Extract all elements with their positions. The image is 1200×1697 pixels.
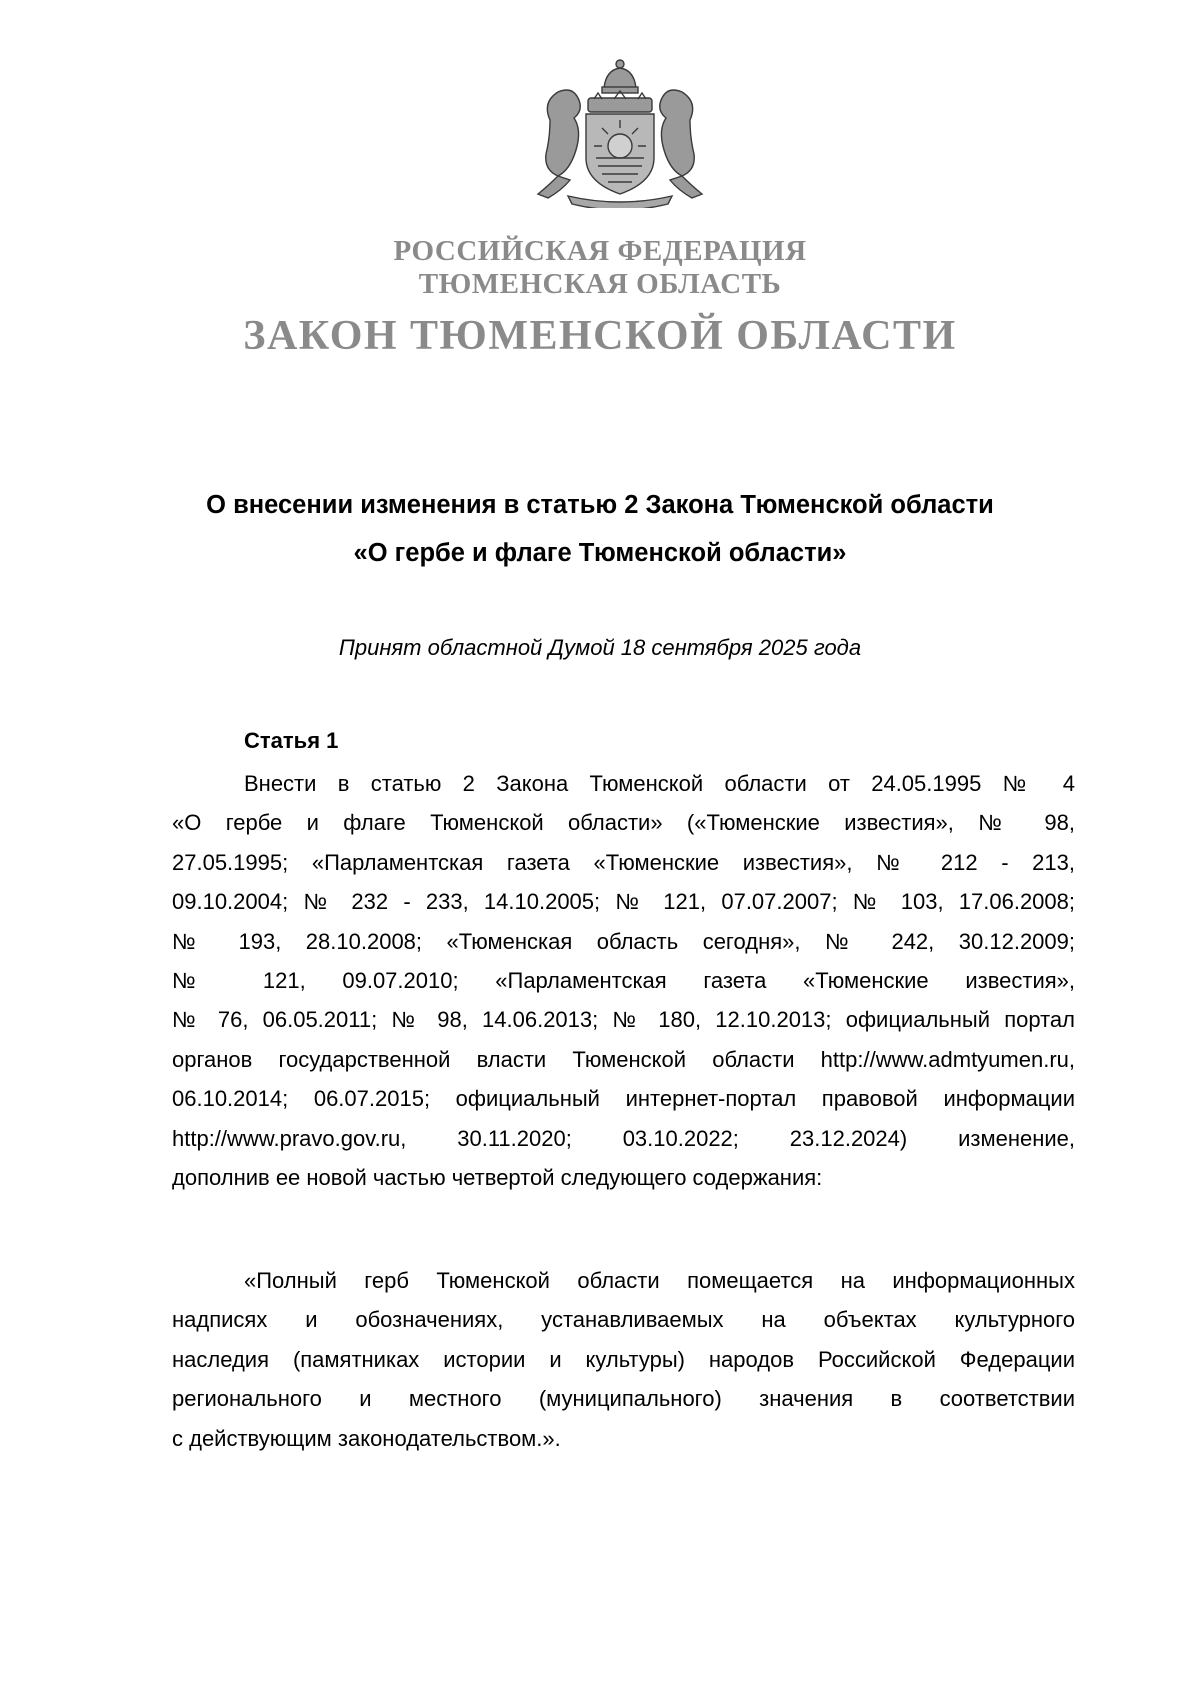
law-title-line-1: О внесении изменения в статью 2 Закона Тюменской области bbox=[206, 491, 994, 519]
adoption-note: Принят областной Думой 18 сентября 2025 года bbox=[338, 635, 862, 660]
paragraph-line: наследия (памятниках истории и культуры) народов Российской Федерации bbox=[172, 1346, 1075, 1372]
paragraph-line: регионального и местного (муниципального) значения в соответствии bbox=[172, 1386, 1075, 1412]
paragraph-line: http://www.pravo.gov.ru, 30.11.2020; 03.10.2022; 23.12.2024) изменение, bbox=[172, 1125, 1075, 1151]
article-paragraph-1 bbox=[172, 764, 1075, 1197]
paragraph-line: «О гербе и флаге Тюменской области» («Тюменские известия», № 98, bbox=[172, 810, 1075, 836]
article-paragraph-2 bbox=[172, 1261, 1075, 1458]
paragraph-line: 06.10.2014; 06.07.2015; официальный интернет-портал правовой информации bbox=[172, 1086, 1075, 1112]
paragraph-line: надписях и обозначениях, устанавливаемых на объектах культурного bbox=[172, 1307, 1075, 1333]
paragraph-line: с действующим законодательством.». bbox=[172, 1425, 561, 1451]
coat-of-arms-icon bbox=[528, 58, 712, 208]
paragraph-line: органов государственной власти Тюменской области http://www.admtyumen.ru, bbox=[172, 1046, 1075, 1072]
paragraph-line: № 193, 28.10.2008; «Тюменская область сегодня», № 242, 30.12.2009; bbox=[172, 928, 1075, 954]
country-name: РОССИЙСКАЯ ФЕДЕРАЦИЯ bbox=[393, 235, 807, 267]
paragraph-line: дополнив ее новой частью четвертой следующего содержания: bbox=[172, 1165, 823, 1191]
paragraph-line: 27.05.1995; «Парламентская газета «Тюменские известия», № 212 - 213, bbox=[172, 849, 1075, 875]
article-heading: Статья 1 bbox=[244, 728, 339, 753]
paragraph-line: № 121, 09.07.2010; «Парламентская газета «Тюменские известия», bbox=[172, 968, 1075, 994]
law-title-line-2: «О гербе и флаге Тюменской области» bbox=[353, 539, 847, 567]
document-type-heading: ЗАКОН ТЮМЕНСКОЙ ОБЛАСТИ bbox=[243, 313, 957, 359]
paragraph-line: № 76, 06.05.2011; № 98, 14.06.2013; № 180, 12.10.2013; официальный портал bbox=[172, 1007, 1075, 1033]
paragraph-line: «Полный герб Тюменской области помещается на информационных bbox=[244, 1268, 1075, 1293]
paragraph-line: 09.10.2004; № 232 - 233, 14.10.2005; № 121, 07.07.2007; № 103, 17.06.2008; bbox=[172, 889, 1075, 915]
paragraph-line: Внести в статью 2 Закона Тюменской области от 24.05.1995 № 4 bbox=[244, 771, 1075, 796]
region-name: ТЮМЕНСКАЯ ОБЛАСТЬ bbox=[418, 268, 782, 300]
